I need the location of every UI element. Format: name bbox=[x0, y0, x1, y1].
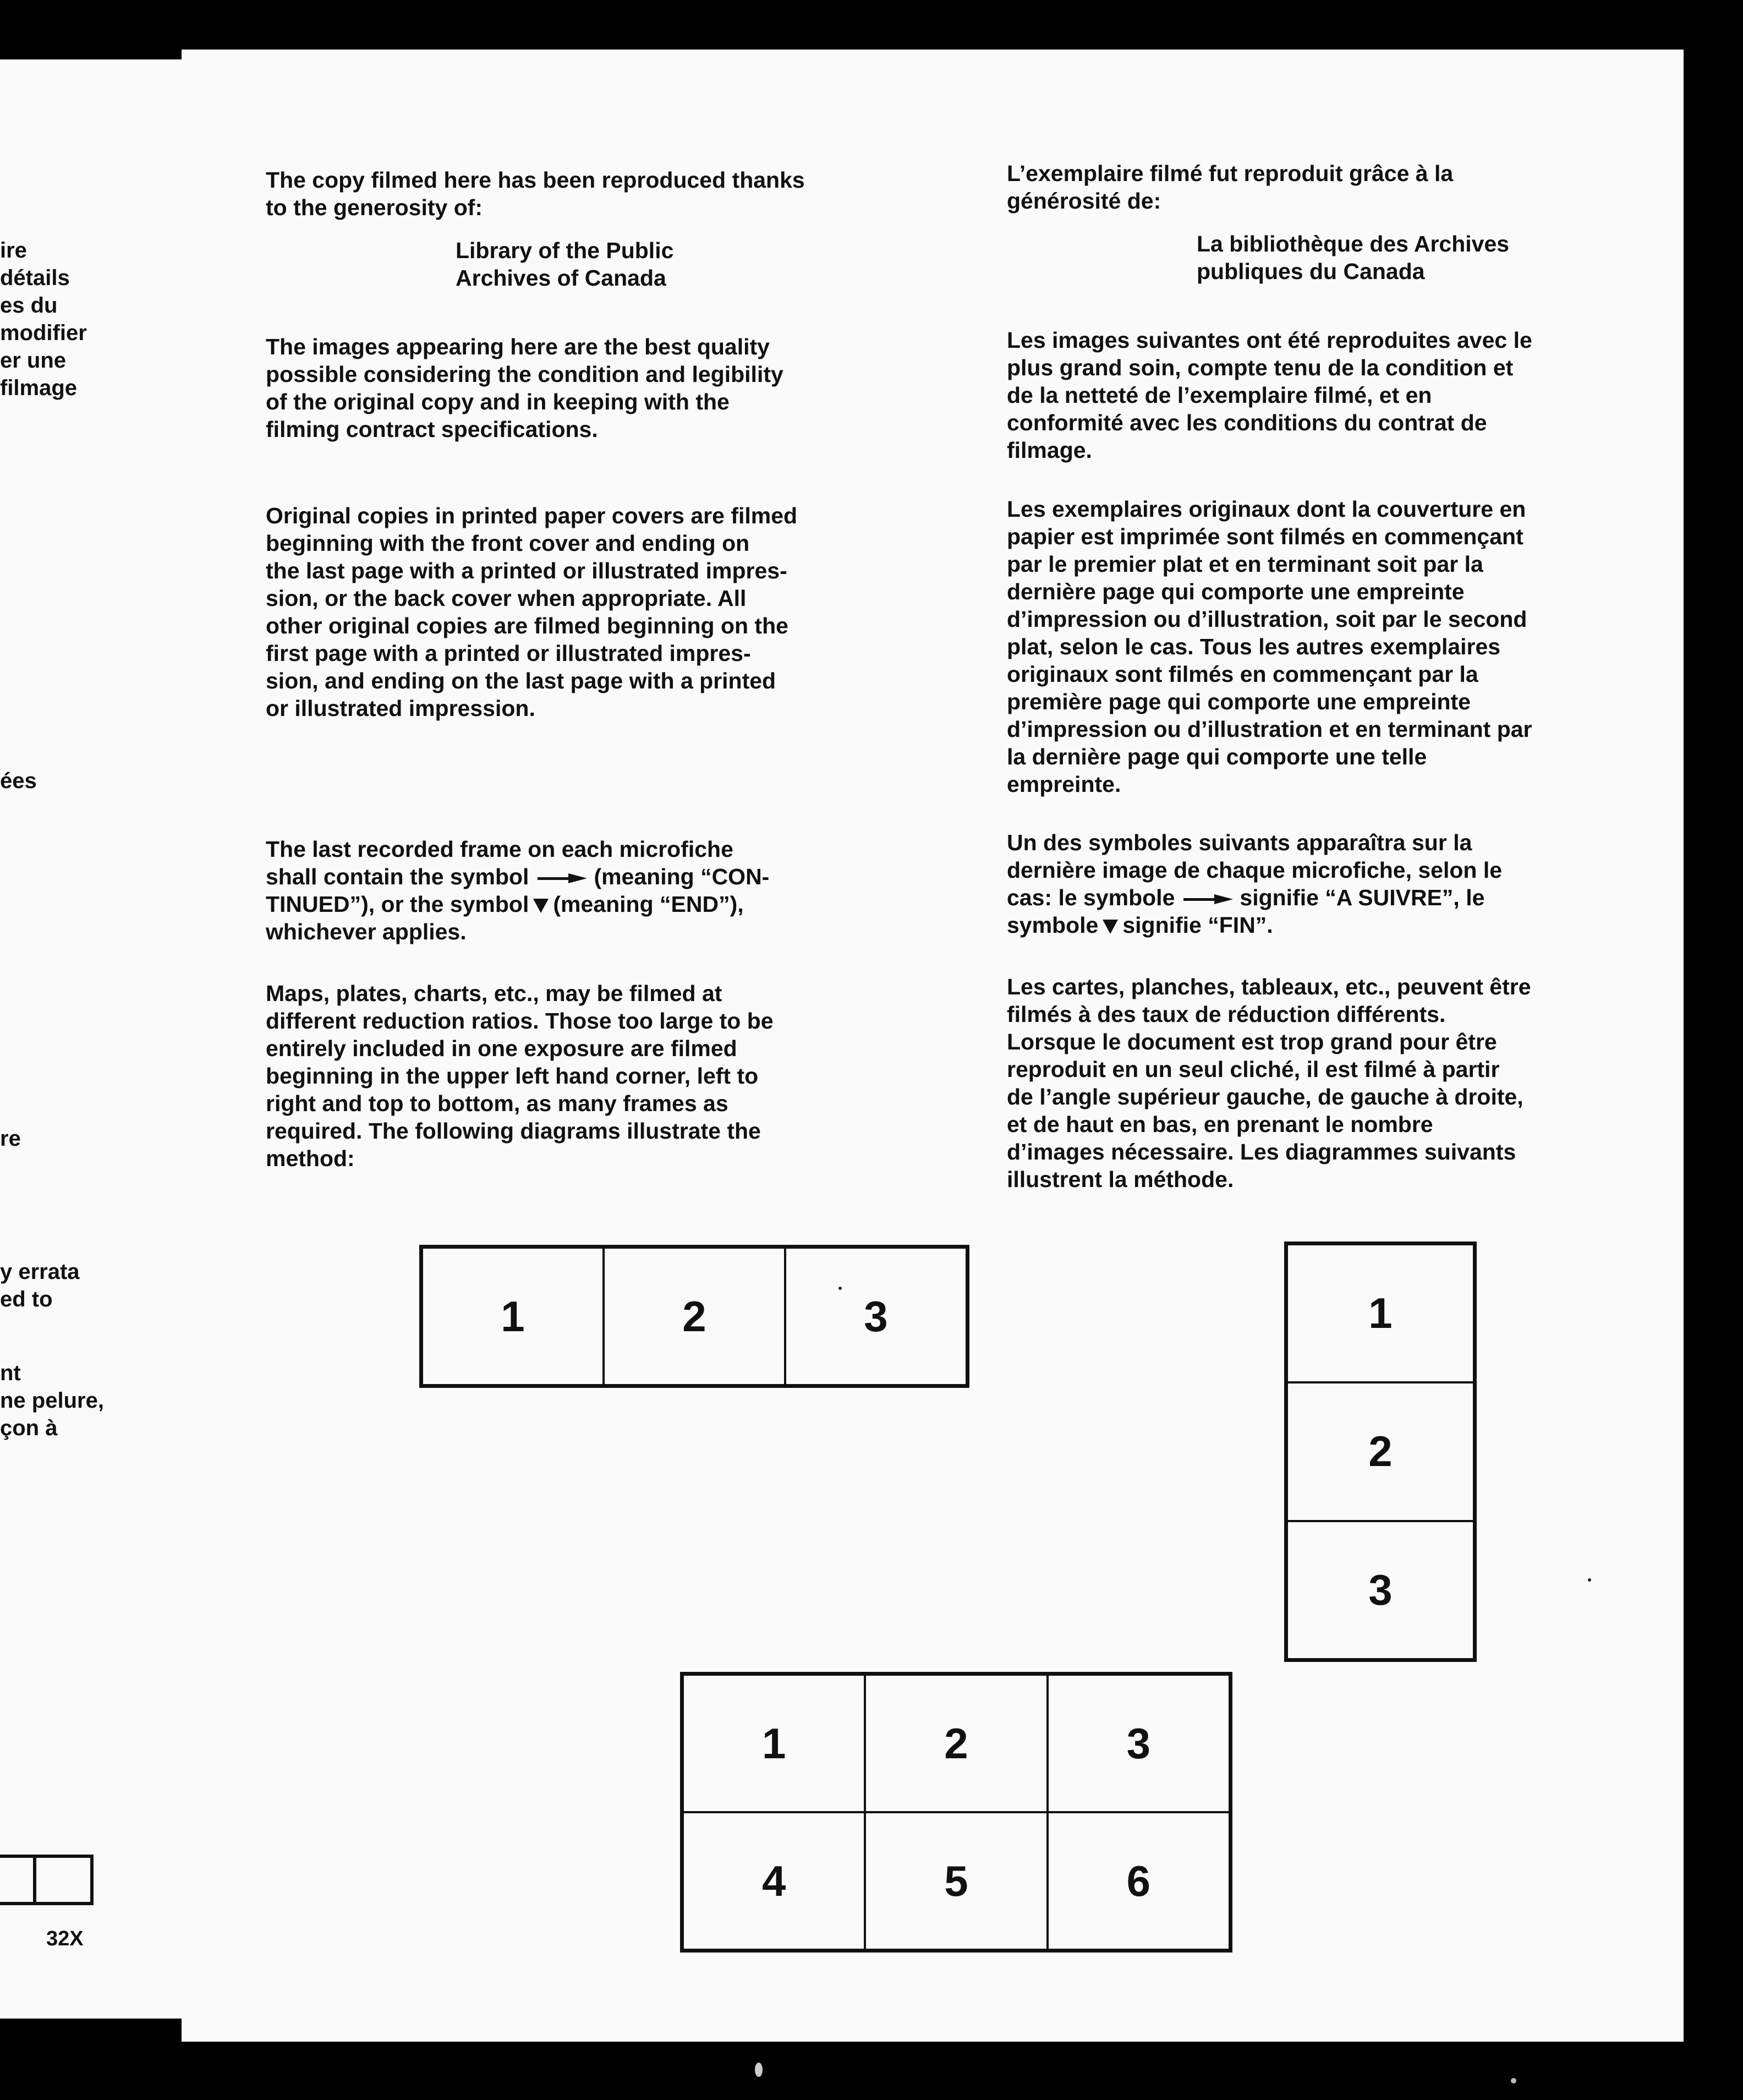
scan-speck bbox=[838, 1287, 842, 1290]
reduction-ratio-label: 32X bbox=[46, 1927, 84, 1950]
maps-paragraph-en: Maps, plates, charts, etc., may be filmed at different reduction ratios. Those too large to be entirely included in one exposure are filmed beginning in the upper left hand corner, left to right and top to bottom, as many frames as required. The following diagrams illustrate the method: bbox=[266, 981, 774, 1171]
scan-speck bbox=[1588, 1578, 1591, 1582]
originals-paragraph-fr: Les exemplaires originaux dont la couverture en papier est imprimée sont filmés en commençant par le premier plat et en terminant soit par la dernière page qui comporte une empreinte d’impression ou d’illustration, soit par le second plat, selon le cas. Tous les autres exemplaires originaux sont filmés en commençant par la première page qui comporte une empreinte d’impression ou d’illustration et en terminant par la dernière page qui comporte une telle empreinte. bbox=[1007, 496, 1532, 797]
frame-cell: 2 bbox=[865, 1675, 1047, 1812]
grid-frame-diagram bbox=[680, 1672, 1232, 1953]
frame-cell: 5 bbox=[865, 1812, 1047, 1950]
institution-name-en: Library of the Public Archives of Canada bbox=[456, 238, 674, 291]
text-fragment: ire bbox=[0, 238, 27, 262]
text-fragment: re bbox=[0, 1126, 21, 1151]
intro-paragraph-fr: L’exemplaire filmé fut reproduit grâce à la générosité de: bbox=[1007, 161, 1454, 214]
suivre-arrow-icon bbox=[1183, 894, 1234, 904]
frame-cell: 1 bbox=[422, 1248, 604, 1385]
intro-paragraph-en: The copy filmed here has been reproduced thanks to the generosity of: bbox=[266, 167, 805, 220]
text-fragment: modifier bbox=[0, 321, 87, 345]
text-fragment: çon à bbox=[0, 1416, 58, 1440]
frame-cell: 1 bbox=[1287, 1244, 1474, 1382]
quality-paragraph-fr: Les images suivantes ont été reproduites avec le plus grand soin, compte tenu de la condition et de la netteté de l’exemplaire filmé, et en conformité avec les conditions du contrat de filmage. bbox=[1007, 327, 1532, 463]
text-fragment: y errata bbox=[0, 1260, 80, 1284]
institution-name-fr: La bibliothèque des Archives publiques du Canada bbox=[1197, 231, 1510, 284]
text-fragment: détails bbox=[0, 266, 70, 290]
frame-cell: 2 bbox=[604, 1248, 785, 1385]
scan-speck bbox=[755, 2063, 763, 2077]
text-fragment: er une bbox=[0, 348, 67, 373]
scan-speck bbox=[1511, 2078, 1516, 2083]
text-fragment: ées bbox=[0, 769, 37, 793]
maps-paragraph-fr: Les cartes, planches, tableaux, etc., peuvent être filmés à des taux de réduction différents. Lorsque le document est trop grand pour être reproduit en un seul cliché, il est filmé à partir de l’angle supérieur gauche, de gauche à droite, et de haut en bas, en prenant le nombre d’images nécessaire. Les diagrammes suivants illustrent la méthode. bbox=[1007, 974, 1531, 1192]
text-fragment: filmage bbox=[0, 376, 78, 400]
continued-arrow-icon bbox=[538, 873, 588, 883]
frame-cell: 3 bbox=[785, 1248, 967, 1385]
vertical-frame-diagram bbox=[1284, 1242, 1477, 1662]
text-fragment: nt bbox=[0, 1361, 21, 1385]
horizontal-frame-diagram bbox=[419, 1245, 969, 1388]
frame-cell: 2 bbox=[1287, 1382, 1474, 1521]
resolution-target bbox=[0, 1855, 94, 1905]
frame-cell: 4 bbox=[683, 1812, 865, 1950]
end-triangle-icon bbox=[533, 899, 549, 913]
frame-cell: 3 bbox=[1287, 1521, 1474, 1659]
originals-paragraph-en: Original copies in printed paper covers are filmed beginning with the front cover and ending on the last page with a printed or illustrated impres- sion, or the back cover when appropriate. All other original copies are filmed beginning on the first page with a printed or illustrated impres- sion, and ending on the last page with a printed or illustrated impression. bbox=[266, 503, 798, 721]
text-fragment: ne pelure, bbox=[0, 1388, 104, 1413]
fin-triangle-icon bbox=[1103, 920, 1118, 934]
symbols-paragraph-en: The last recorded frame on each microfiche shall contain the symbol (meaning “CON- TINUED”), or the symbol (meaning “END”), whichever applies. bbox=[266, 836, 770, 944]
previous-page-edge bbox=[0, 59, 182, 2019]
quality-paragraph-en: The images appearing here are the best quality possible considering the condition and legibility of the original copy and in keeping with the filming contract specifications. bbox=[266, 334, 783, 442]
frame-cell: 3 bbox=[1048, 1675, 1230, 1812]
frame-cell: 1 bbox=[683, 1675, 865, 1812]
symbols-paragraph-fr: Un des symboles suivants apparaîtra sur la dernière image de chaque microfiche, selon le cas: le symbole signifie “A SUIVRE”, le symbole signifie “FIN”. bbox=[1007, 830, 1503, 938]
text-fragment: ed to bbox=[0, 1287, 53, 1311]
frame-cell: 6 bbox=[1048, 1812, 1230, 1950]
text-fragment: es du bbox=[0, 293, 58, 318]
